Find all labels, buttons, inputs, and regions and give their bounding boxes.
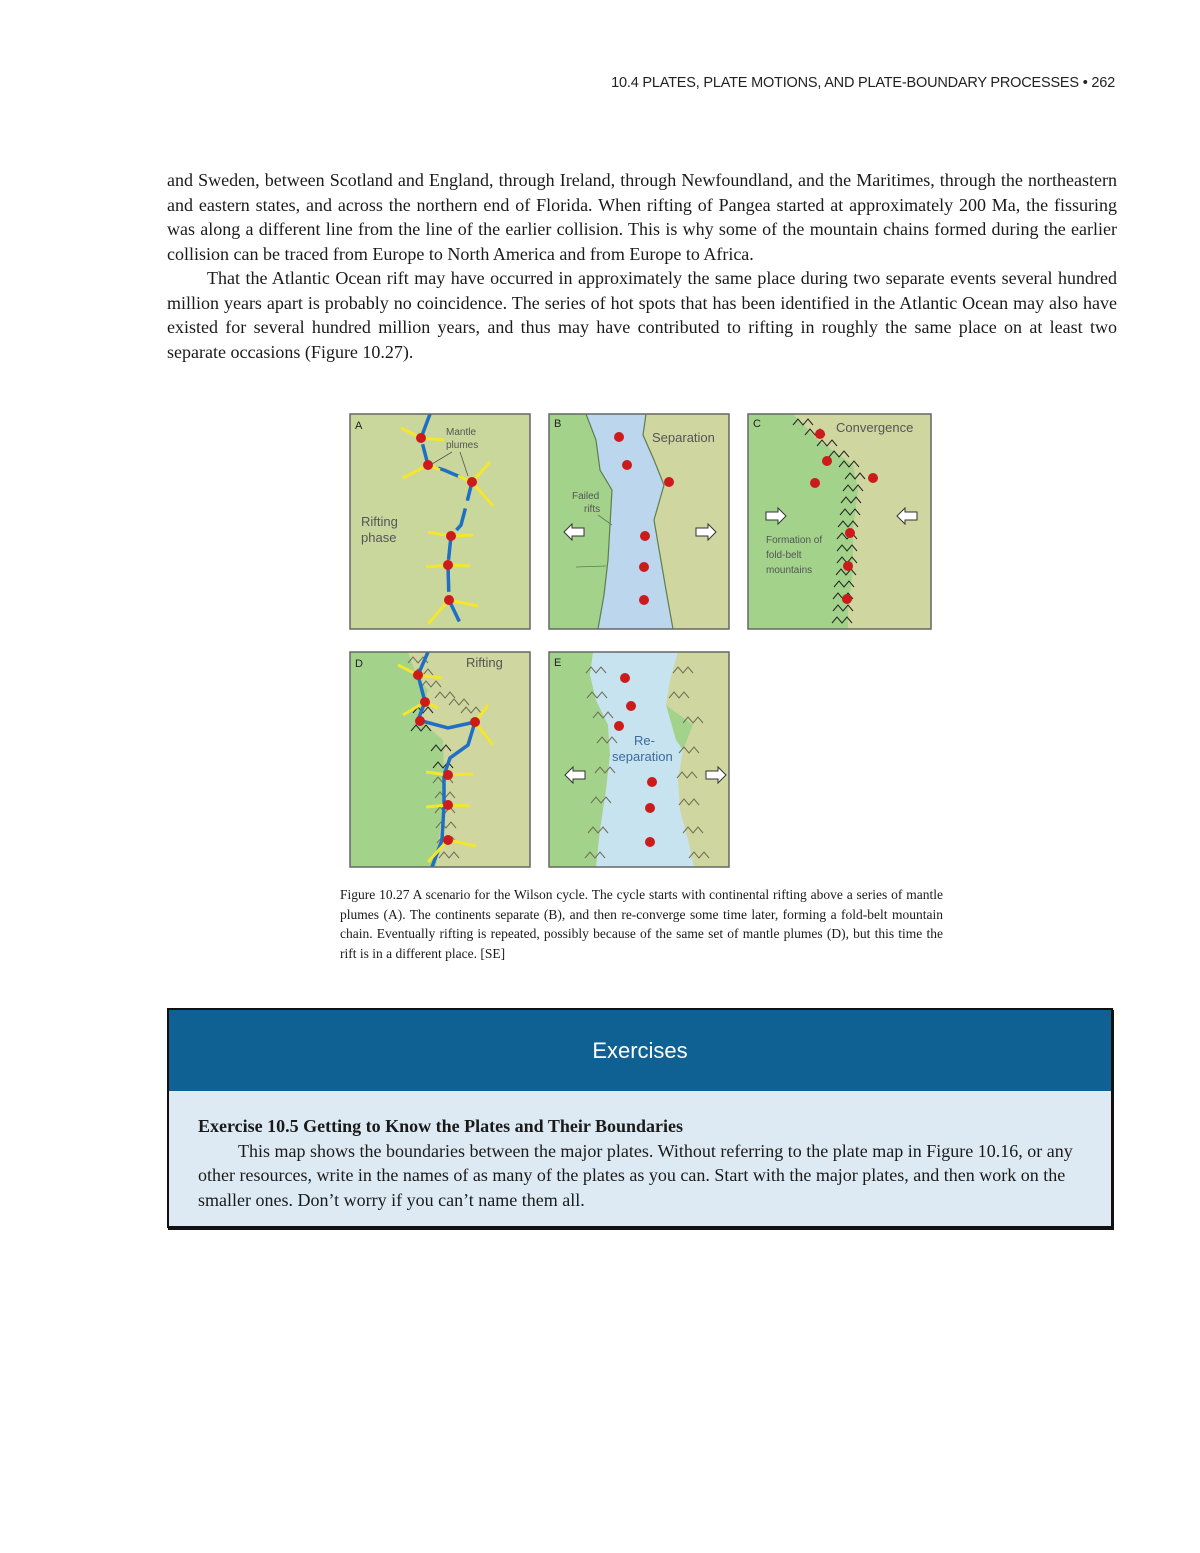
panel-c <box>748 414 931 629</box>
panel-d <box>350 652 530 867</box>
panel-a-phase-1: Rifting <box>361 514 398 529</box>
exercise-title: Exercise 10.5 Getting to Know the Plates and Their Boundaries <box>198 1116 684 1136</box>
panel-a-phase-2: phase <box>361 530 397 545</box>
panel-b <box>549 414 729 629</box>
panel-c-label-3: mountains <box>766 565 813 576</box>
exercise-text: This map shows the boundaries between the major plates. Without referring to the plate map in Figure 10.16, or any other resources, write in the names of as many of the plates as you can. Start with the major plates, and then work on the smaller ones. Don’t worry if you can’t name them all. <box>198 1140 1073 1210</box>
panel-b-letter: B <box>554 418 562 430</box>
wilson-cycle-figure <box>348 410 934 870</box>
panel-e-letter: E <box>554 657 562 669</box>
body-paragraph: That the Atlantic Ocean rift may have occurred in approximately the same place during two separate events several hundred million years apart is probably no coincidence. The series of hot spots that has been identified in the Atlantic Ocean may also have existed for several hundred million years, and thus may have contributed to rifting in roughly the same place on at least two separate occasions (Figure 10.27). <box>167 268 1117 362</box>
body-paragraph: and Sweden, between Scotland and England, through Ireland, through Newfoundland, and the Maritimes, through the northeastern and eastern states, and across the northern end of Florida. When rifting of Pangea started at approximately 200 Ma, the fissuring was along a different line from the line of the earlier collision. This is why some of the mountain chains formed during the earlier collision can be traced from Europe to North America and from Europe to Africa. <box>167 170 1117 264</box>
panel-e <box>549 652 729 867</box>
exercise-header: Exercises <box>169 1010 1111 1091</box>
panel-b-title: Separation <box>652 430 715 445</box>
panel-b-label-1: Failed <box>572 491 600 502</box>
panel-b-label-2: rifts <box>584 504 601 515</box>
running-head: 10.4 PLATES, PLATE MOTIONS, AND PLATE-BOUNDARY PROCESSES • 262 <box>611 75 1115 91</box>
panel-c-title: Convergence <box>836 420 914 435</box>
panel-d-letter: D <box>355 658 363 670</box>
exercise-box <box>167 1008 1113 1228</box>
panel-c-letter: C <box>753 418 761 430</box>
exercise-body <box>169 1091 1111 1212</box>
panel-c-label-2: fold-belt <box>766 550 802 561</box>
figure-caption: Figure 10.27 A scenario for the Wilson cycle. The cycle starts with continental rifting above a series of mantle plumes (A). The continents separate (B), and then re-converge some time later, forming a fold-belt mountain chain. Eventually rifting is repeated, possibly because of the same set of mantle plumes (D), but this time the rift is in a different place. [SE] <box>340 887 943 961</box>
panel-a-letter: A <box>355 420 363 432</box>
panel-d-title: Rifting <box>466 655 503 670</box>
panel-a-label-1: Mantle <box>446 427 477 438</box>
panel-a-label-2: plumes <box>446 440 479 451</box>
panel-e-title-1: Re- <box>634 733 655 748</box>
panel-a <box>350 414 530 629</box>
panel-c-label-1: Formation of <box>766 535 823 546</box>
body-text <box>167 168 1117 364</box>
panel-e-title-2: separation <box>612 749 673 764</box>
